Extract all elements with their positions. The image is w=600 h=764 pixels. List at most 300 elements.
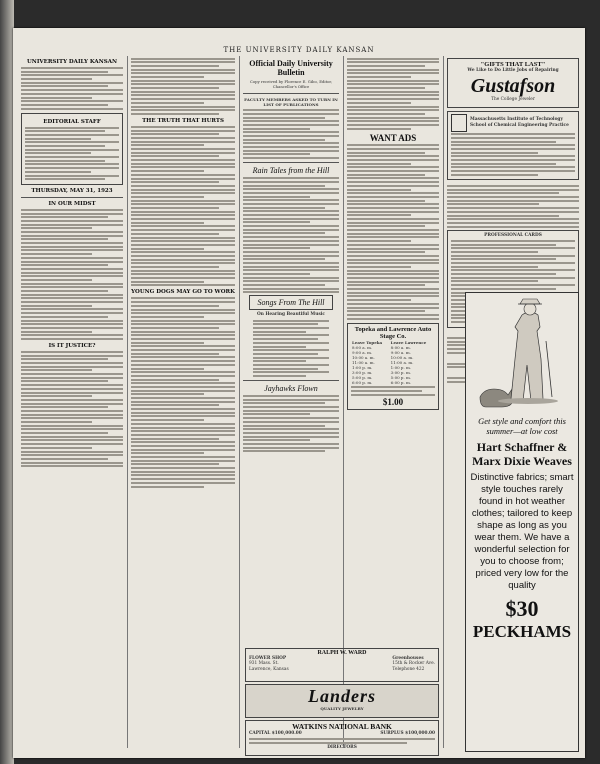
text-line: [131, 412, 235, 414]
text-line: [347, 281, 439, 283]
text-line: [243, 255, 339, 257]
text-line: [21, 454, 123, 456]
text-line: [253, 360, 306, 362]
text-line: [347, 113, 425, 115]
ward-right: Telephone 422: [392, 666, 425, 672]
text-line: [347, 61, 439, 63]
text-line: [21, 78, 92, 80]
text-line: [253, 375, 306, 377]
text-line: [253, 349, 329, 351]
text-line: [25, 134, 119, 136]
text-line: [131, 430, 235, 432]
text-line: [131, 266, 219, 268]
text-line: [447, 189, 579, 191]
text-line: [131, 334, 235, 336]
text-line: [131, 222, 204, 224]
text-line: [131, 323, 235, 325]
schedule-cell: 5:00 p. m.: [390, 374, 412, 380]
text-line: [21, 312, 123, 314]
mit-school: School of Chemical Engineering Practice: [470, 122, 569, 128]
text-line: [243, 251, 339, 253]
text-line: [451, 141, 556, 143]
want-ads-title: WANT ADS: [369, 132, 417, 143]
text-line: [243, 199, 339, 201]
text-line: [243, 109, 339, 111]
text-line: [131, 61, 235, 63]
text-line: [347, 203, 439, 205]
schedule-cell: 6:00 p. m.: [390, 379, 412, 385]
want-ads-list: [347, 144, 439, 319]
schedule-cell: 1:00 p. m.: [352, 364, 373, 370]
text-line: [131, 259, 235, 261]
topeka-auto-stage-ad: [347, 323, 439, 411]
text-line: [131, 331, 235, 333]
text-line: [347, 155, 439, 157]
text-line: [131, 441, 235, 443]
bank-surplus: SURPLUS $100,000.00: [380, 731, 435, 736]
text-line: [21, 279, 92, 281]
text-line: [21, 213, 123, 215]
text-line: [447, 203, 539, 205]
text-line: [243, 266, 339, 268]
jayhawks-body: [243, 395, 339, 452]
text-line: [131, 338, 235, 340]
text-line: [253, 342, 329, 344]
text-line: [347, 177, 439, 179]
text-line: [447, 226, 579, 228]
text-line: [131, 423, 235, 425]
bank-capital: CAPITAL $100,000.00: [249, 731, 302, 736]
text-line: [347, 200, 425, 202]
text-line: [347, 218, 439, 220]
text-line: [253, 338, 318, 340]
text-line: [21, 305, 92, 307]
text-line: [21, 82, 123, 84]
text-line: [243, 288, 339, 290]
text-line: [451, 174, 538, 176]
text-line: [21, 417, 123, 419]
text-line: [347, 98, 439, 100]
text-line: [243, 244, 339, 246]
text-line: [131, 415, 235, 417]
text-line: [131, 427, 235, 429]
text-line: [131, 471, 235, 473]
schedule-cell: 11:00 a. m.: [352, 359, 375, 365]
text-line: [347, 72, 439, 74]
text-line: [21, 286, 123, 288]
text-line: [131, 353, 219, 355]
text-line: [131, 284, 235, 286]
text-line: [131, 386, 235, 388]
text-line: [253, 353, 318, 355]
article-body: [131, 126, 235, 287]
editorial-body: [21, 351, 123, 467]
text-line: [131, 106, 235, 108]
text-line: [131, 65, 219, 67]
text-line: [131, 342, 204, 344]
text-line: [447, 185, 579, 187]
text-line: [131, 94, 235, 96]
text-line: [243, 210, 339, 212]
text-line: [21, 428, 123, 430]
text-line: [25, 171, 91, 173]
text-line: [243, 232, 325, 234]
schedule-cell: 10:00 a. m.: [390, 354, 414, 360]
text-line: [131, 203, 235, 205]
text-line: [21, 316, 108, 318]
professional-title: PROFESSIONAL CARDS: [484, 232, 542, 238]
text-line: [131, 305, 219, 307]
text-line: [131, 463, 219, 465]
text-line: [243, 120, 339, 122]
text-line: [131, 255, 235, 257]
text-line: [243, 128, 310, 130]
text-line: [347, 91, 439, 93]
text-line: [347, 185, 439, 187]
text-line: [347, 58, 439, 60]
text-line: [243, 207, 325, 209]
text-line: [131, 166, 235, 168]
text-line: [131, 393, 204, 395]
text-line: [131, 452, 204, 454]
schedule-cell: 11:00 a. m.: [390, 359, 414, 365]
text-line: [253, 346, 306, 348]
text-line: [131, 237, 235, 239]
text-line: [21, 436, 123, 438]
editorial-staff-box: [21, 113, 123, 185]
text-line: [451, 152, 538, 154]
text-line: [351, 394, 435, 396]
text-line: [25, 156, 119, 158]
text-line: [243, 284, 325, 286]
mit-name: Massachusetts Institute of Technology: [470, 117, 563, 123]
newspaper-page: [13, 28, 585, 758]
text-line: [131, 91, 235, 93]
landers-tagline: QUALITY JEWELRY: [320, 706, 364, 711]
text-line: [25, 141, 119, 143]
text-line: [21, 377, 123, 379]
editorial-body: [21, 209, 123, 340]
text-line: [21, 462, 123, 464]
text-line: [253, 320, 329, 322]
text-line: [21, 246, 123, 248]
text-line: [347, 69, 439, 71]
text-line: [243, 142, 339, 144]
text-line: [243, 291, 339, 293]
text-line: [243, 124, 339, 126]
text-line: [131, 102, 204, 104]
text-line: [21, 308, 123, 310]
text-line: [131, 155, 219, 157]
text-line: [21, 242, 123, 244]
text-line: [243, 395, 339, 397]
text-line: [451, 269, 575, 271]
text-line: [21, 373, 123, 375]
songs-title: Songs From The Hill: [257, 298, 325, 308]
text-line: [21, 85, 108, 87]
schedule-cell: 9:00 a. m.: [352, 349, 373, 355]
text-line: [243, 269, 339, 271]
text-line: [21, 67, 123, 69]
text-line: [131, 408, 235, 410]
text-line: [347, 244, 439, 246]
text-line: [451, 148, 575, 150]
text-line: [347, 83, 439, 85]
text-line: [253, 334, 329, 336]
text-line: [131, 434, 235, 436]
text-line: [243, 262, 339, 264]
text-line: [21, 249, 123, 251]
text-line: [347, 109, 439, 111]
text-line: [243, 247, 310, 249]
column-rule: [239, 56, 240, 748]
text-line: [21, 100, 123, 102]
text-line: [21, 104, 108, 106]
text-line: [131, 148, 235, 150]
text-line: [21, 410, 123, 412]
text-line: [347, 124, 439, 126]
text-line: [131, 178, 235, 180]
text-line: [243, 421, 339, 423]
text-line: [243, 225, 339, 227]
text-line: [447, 218, 579, 220]
text-line: [131, 76, 204, 78]
text-line: [243, 196, 310, 198]
text-line: [347, 233, 439, 235]
text-line: [131, 218, 235, 220]
text-line: [131, 404, 219, 406]
topeka-title: Topeka and Lawrence Auto Stage Co.: [354, 325, 432, 340]
text-line: [243, 150, 339, 152]
text-line: [347, 170, 439, 172]
text-line: [21, 323, 123, 325]
text-line: [21, 458, 108, 460]
text-line: [243, 113, 339, 115]
text-line: [451, 170, 575, 172]
text-line: [21, 71, 108, 73]
text-line: [21, 89, 123, 91]
text-line: [451, 244, 556, 246]
text-line: [347, 87, 425, 89]
schedule-cell: 3:00 p. m.: [352, 369, 373, 375]
text-line: [21, 380, 108, 382]
text-line: [131, 181, 219, 183]
bulletin-notice: FACULTY MEMBERS ASKED TO TURN IN LIST OF PUBLICATIONS: [244, 96, 338, 107]
text-line: [347, 196, 439, 198]
article-body: [347, 58, 439, 130]
text-line: [347, 192, 439, 194]
ward-name: RALPH W. WARD: [317, 650, 367, 656]
text-line: [131, 130, 235, 132]
column-3: [243, 56, 339, 650]
text-line: [451, 240, 575, 242]
poem-body: [243, 320, 339, 377]
text-line: [131, 192, 235, 194]
ward-left: FLOWER SHOP: [249, 656, 287, 661]
text-line: [451, 137, 575, 139]
text-line: [131, 229, 235, 231]
text-line: [131, 460, 235, 462]
column-1: [21, 56, 123, 750]
text-line: [21, 392, 123, 394]
editorial-title: IS IT JUSTICE?: [48, 342, 96, 349]
text-line: [131, 113, 219, 115]
text-line: [131, 87, 219, 89]
text-line: [347, 120, 439, 122]
text-line: [243, 402, 325, 404]
editorial-title: IN OUR MIDST: [48, 200, 96, 207]
column-rule: [127, 56, 128, 748]
text-line: [347, 148, 439, 150]
text-line: [347, 102, 411, 104]
schedule-cell: 10:00 a. m.: [352, 354, 375, 360]
text-line: [131, 80, 235, 82]
text-line: [347, 106, 439, 108]
text-line: [21, 257, 123, 259]
text-line: [347, 248, 439, 250]
hsm-caption: Get style and comfort this summer—at low cost: [478, 416, 566, 436]
text-line: [21, 403, 123, 405]
text-line: [243, 273, 310, 275]
text-line: [253, 323, 318, 325]
column-2: [131, 56, 235, 750]
songs-subtitle: On Hearing Beautiful Music: [256, 312, 325, 318]
text-line: [347, 222, 439, 224]
article-body: [131, 297, 235, 487]
text-line: [347, 270, 439, 272]
text-line: [131, 379, 219, 381]
text-line: [131, 445, 235, 447]
text-line: [21, 334, 123, 336]
text-line: [347, 292, 439, 294]
text-line: [131, 248, 204, 250]
text-line: [243, 177, 339, 179]
schedule-cell: 9:00 a. m.: [390, 349, 411, 355]
text-line: [253, 327, 329, 329]
text-line: [21, 290, 108, 292]
schedule-cell: 3:00 p. m.: [390, 369, 412, 375]
schedule-cell: 8:00 a. m.: [352, 344, 373, 350]
text-line: [451, 258, 556, 260]
text-line: [21, 216, 108, 218]
text-line: [243, 447, 339, 449]
text-line: [21, 224, 123, 226]
text-line: [131, 301, 235, 303]
gifts-title: "GIFTS THAT LAST": [480, 61, 546, 68]
text-line: [21, 358, 108, 360]
hsm-brand: Hart Schaffner & Marx Dixie Weaves: [472, 440, 572, 468]
text-line: [131, 316, 204, 318]
hsm-price: $30: [505, 596, 539, 621]
text-line: [21, 238, 108, 240]
bulletin-subtitle: Copy received by Florence E. Gibo, Editor, Chancellor's Office: [249, 79, 333, 90]
text-line: [131, 486, 204, 488]
text-line: [347, 152, 425, 154]
text-line: [25, 163, 119, 165]
text-line: [131, 214, 235, 216]
text-line: [131, 141, 235, 143]
text-line: [243, 181, 339, 183]
text-line: [351, 386, 435, 388]
text-line: [347, 229, 439, 231]
text-line: [25, 167, 119, 169]
text-line: [21, 421, 92, 423]
text-line: [447, 200, 579, 202]
box-heading: EDITORIAL STAFF: [43, 118, 101, 125]
text-line: [243, 192, 339, 194]
text-line: [131, 189, 235, 191]
text-line: [131, 163, 235, 165]
text-line: [21, 362, 123, 364]
column-4: [347, 56, 439, 650]
text-line: [21, 297, 123, 299]
text-line: [21, 320, 123, 322]
text-line: [21, 443, 123, 445]
text-line: [21, 351, 123, 353]
text-line: [21, 235, 123, 237]
text-line: [131, 478, 235, 480]
text-line: [21, 406, 108, 408]
text-line: [451, 288, 556, 290]
text-line: [243, 214, 339, 216]
text-line: [447, 192, 559, 194]
text-line: [347, 240, 411, 242]
text-line: [347, 251, 425, 253]
schedule-header: Leave Topeka: [352, 339, 383, 345]
text-line: [131, 211, 235, 213]
text-line: [243, 157, 339, 159]
text-line: [131, 137, 235, 139]
text-line: [347, 94, 439, 96]
bank-name: WATKINS NATIONAL BANK: [292, 722, 392, 731]
text-line: [21, 451, 123, 453]
text-line: [347, 284, 425, 286]
text-line: [451, 155, 575, 157]
book-spine-shadow: [0, 0, 14, 764]
text-line: [131, 309, 235, 311]
text-line: [347, 259, 439, 261]
text-line: [131, 251, 235, 253]
text-line: [243, 399, 339, 401]
text-line: [131, 185, 235, 187]
text-line: [131, 262, 235, 264]
text-line: [347, 310, 425, 312]
text-line: [347, 163, 411, 165]
bulletin-title: Official Daily University Bulletin: [249, 59, 333, 77]
text-line: [451, 284, 575, 286]
text-line: [131, 456, 235, 458]
text-line: [21, 209, 123, 211]
text-line: [447, 222, 579, 224]
text-line: [131, 360, 235, 362]
text-line: [131, 390, 235, 392]
text-line: [447, 207, 579, 209]
text-line: [243, 146, 339, 148]
text-line: [243, 413, 310, 415]
text-line: [21, 384, 123, 386]
text-line: [347, 174, 425, 176]
schedule-cell: 1:00 p. m.: [390, 364, 412, 370]
text-line: [347, 307, 439, 309]
text-line: [347, 189, 411, 191]
paper-name: UNIVERSITY DAILY KANSAN: [27, 59, 117, 65]
schedule-header: Leave Lawrence: [390, 339, 427, 345]
text-line: [131, 482, 235, 484]
text-line: [243, 417, 339, 419]
text-line: [21, 275, 123, 277]
text-line: [347, 262, 439, 264]
text-line: [249, 738, 435, 740]
